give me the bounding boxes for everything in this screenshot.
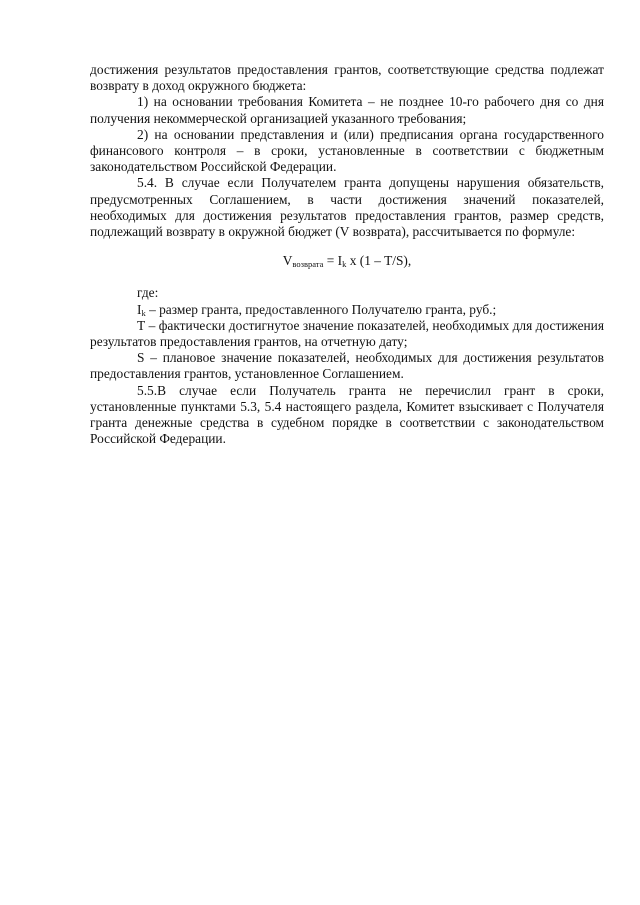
- definition-ik: [90, 302, 604, 318]
- definition-t: Т – фактически достигнутое значение показателей, необходимых для достижения результатов предоставления грантов, на отчетную дату;: [90, 317, 604, 350]
- definition-s: S – плановое значение показателей, необходимых для достижения результатов предоставления грантов, установленное Соглашением.: [90, 350, 604, 382]
- document-page: [90, 62, 604, 447]
- formula-v-subscript: возврата: [292, 259, 324, 270]
- definition-ik-subscript: k: [141, 307, 146, 318]
- formula-i-subscript: k: [342, 259, 347, 270]
- paragraph-item-1: 1) на основании требования Комитета – не позднее 10-го рабочего дня со дня получения некоммерческой организацией указанного требования;: [90, 94, 604, 126]
- formula-v-return: [90, 253, 604, 269]
- definition-ik-symbol: I: [137, 301, 142, 317]
- paragraph-5-5: 5.5.В случае если Получатель гранта не перечислил грант в сроки, установленные пунктами 5.3, 5.4 настоящего раздела, Комитет взыскивает с Получателя гранта денежные средства в судебном порядке в соответствии с законодательством Российской Федерации.: [90, 382, 604, 447]
- formula-v-symbol: V: [282, 253, 293, 269]
- paragraph-item-2: 2) на основании представления и (или) предписания органа государственного финансового контроля – в сроки, установленные в соответствии с бюджетным законодательством Российской Федерации.: [90, 126, 604, 175]
- definition-ik-text: – размер гранта, предоставленного Получателю гранта, руб.;: [145, 301, 497, 317]
- paragraph-where: где:: [137, 285, 159, 301]
- paragraph-intro: достижения результатов предоставления грантов, соответствующие средства подлежат возврату в доход окружного бюджета:: [90, 62, 604, 94]
- formula-rest: x (1 – T/S),: [346, 253, 412, 269]
- formula-equals-i: = I: [323, 253, 343, 269]
- paragraph-5-4: 5.4. В случае если Получателем гранта допущены нарушения обязательств, предусмотренных Соглашением, в части достижения значений показателей, необходимых для достижения результатов предоставления грантов, размер средств, подлежащий возврату в окружной бюджет (V возврата), рассчитывается по формуле:: [90, 175, 604, 240]
